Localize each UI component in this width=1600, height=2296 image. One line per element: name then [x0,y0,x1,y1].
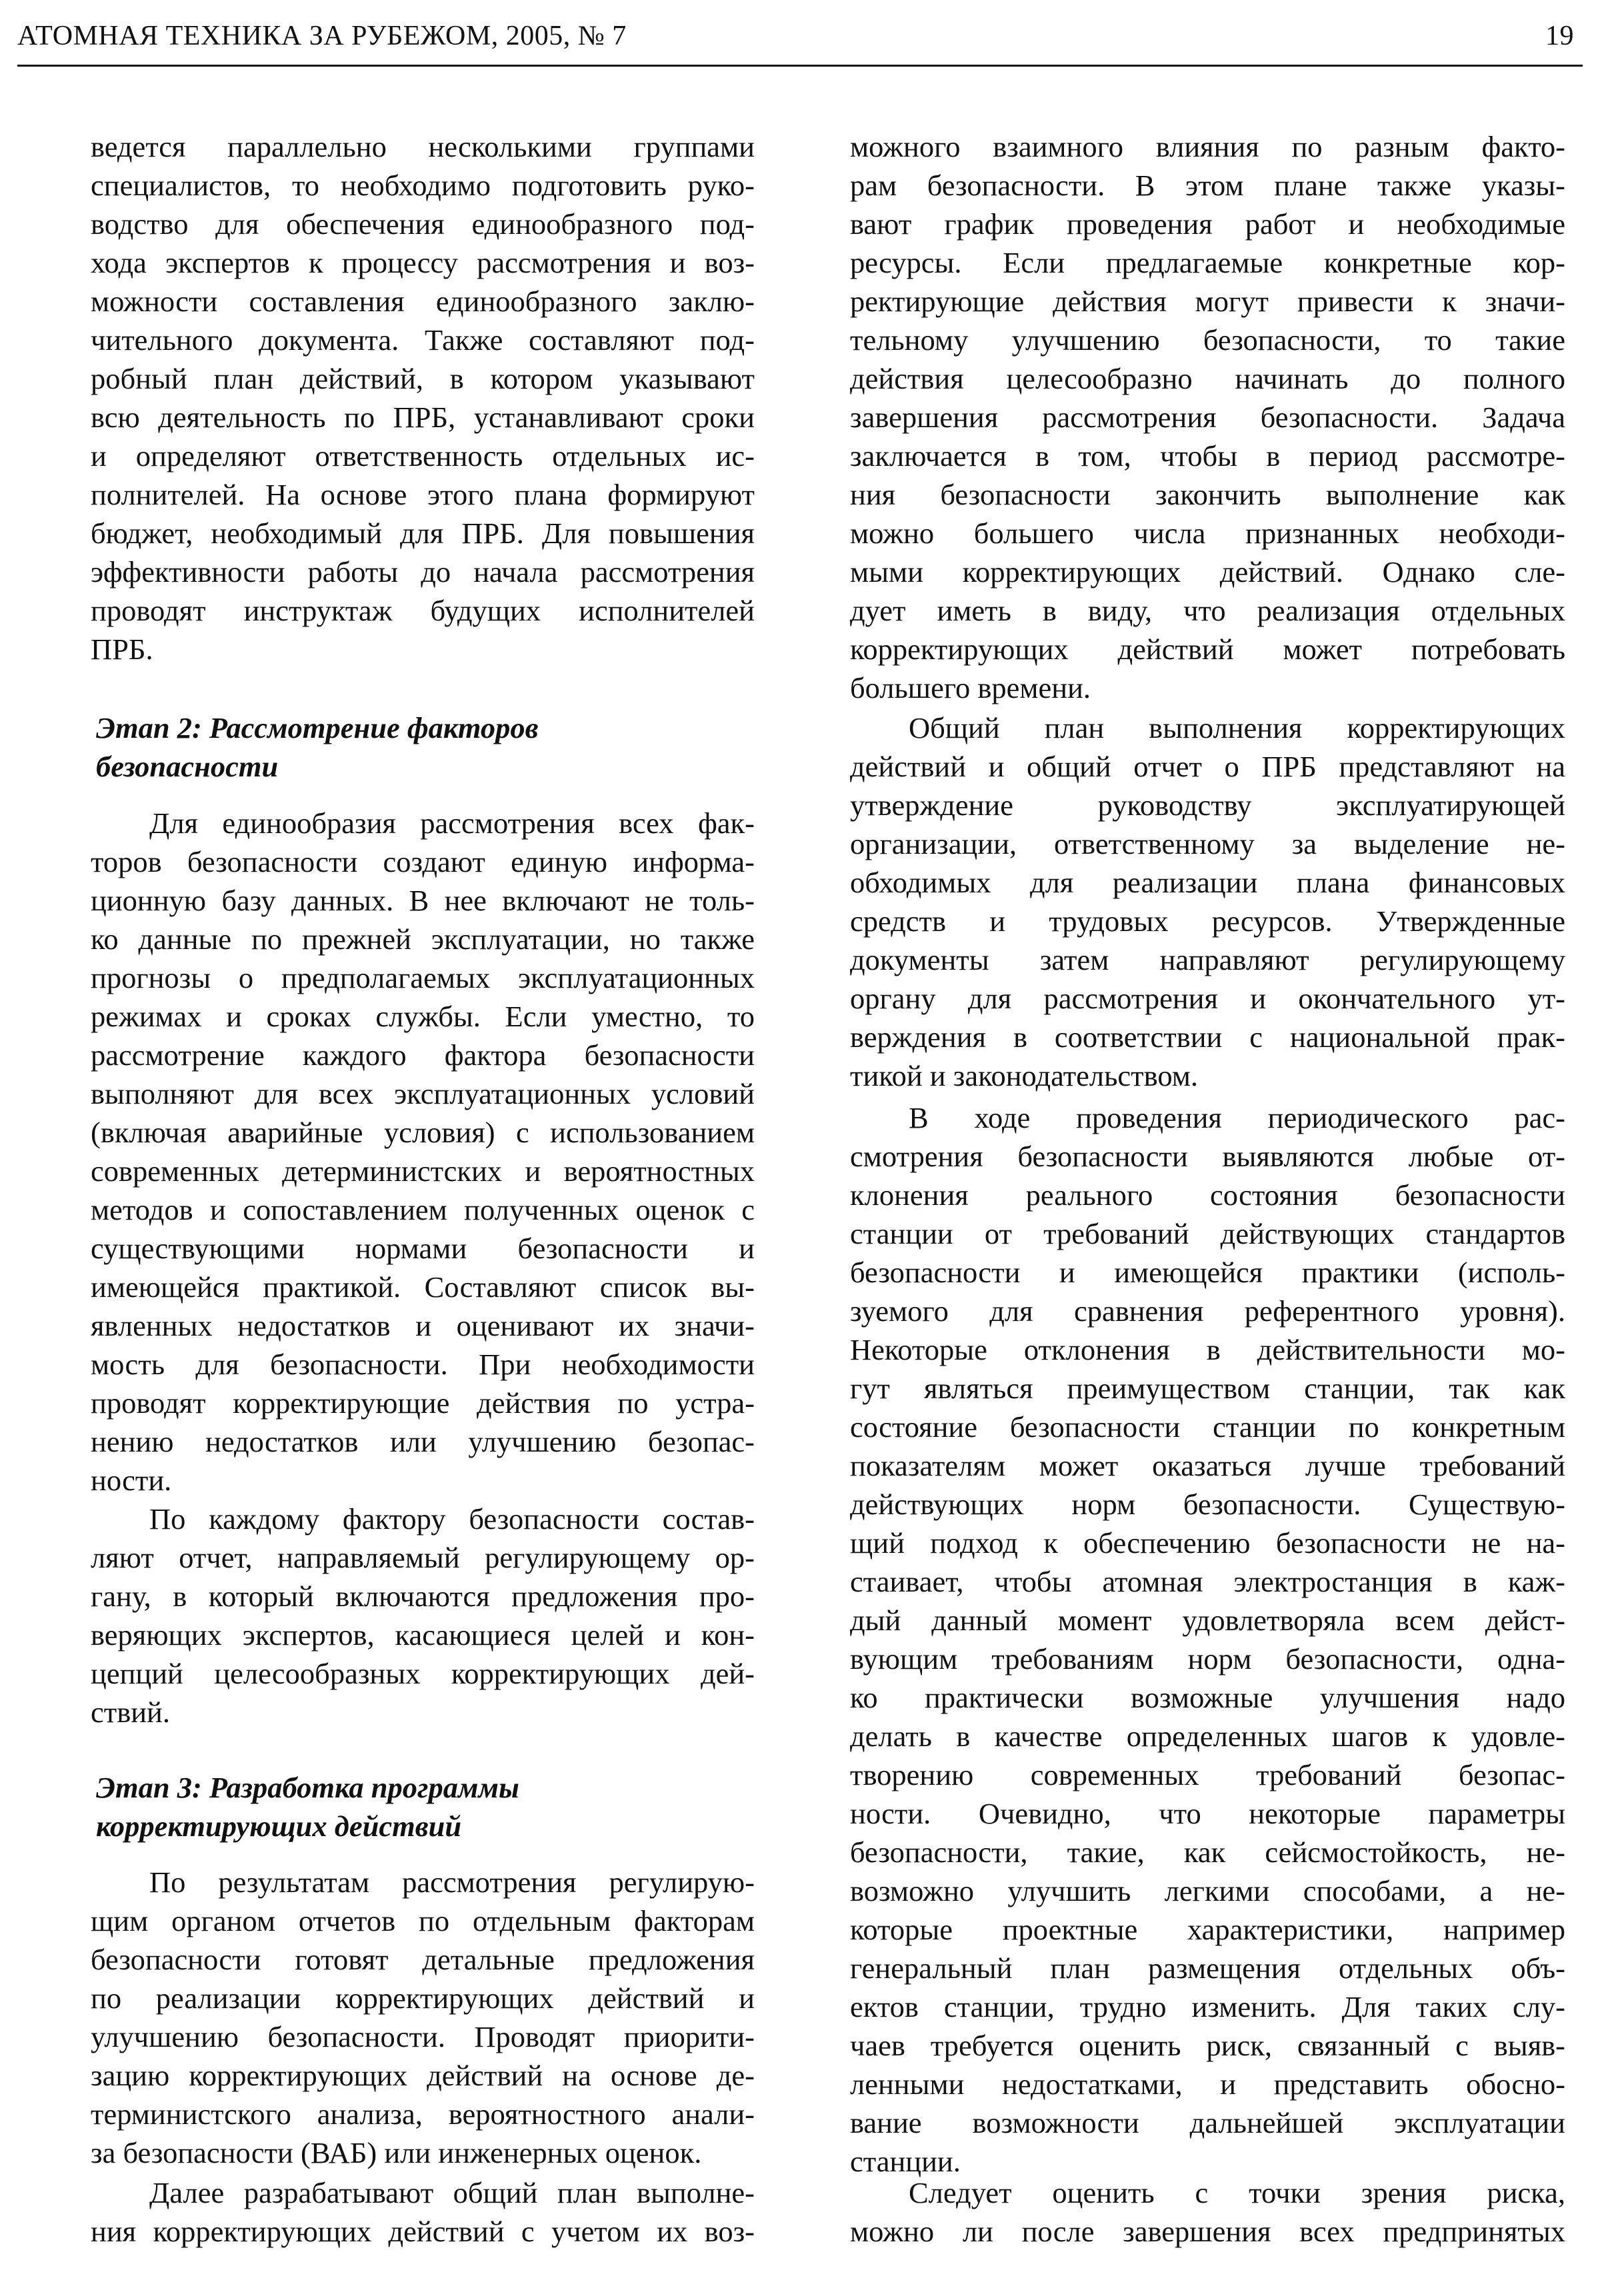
text-line: безопасности готовят детальные предложения [91,1943,755,1976]
text-line: проводят инструктаж будущих исполнителей [91,594,755,627]
text-line: обходимых для реализации плана финансовых [850,866,1565,899]
text-line: безопасности и имеющейся практики (исполь- [850,1256,1565,1289]
running-header-title: АТОМНАЯ ТЕХНИКА ЗА РУБЕЖОМ, 2005, № 7 [17,21,627,51]
paragraph [91,804,755,1500]
text-line: ния безопасности закончить выполнение как [850,478,1565,511]
text-line: вующим требованиям норм безопасности, одна- [850,1642,1565,1676]
text-line: действия целесообразно начинать до полного [850,362,1565,395]
text-line: дый данный момент удовлетворяла всем дейст- [850,1604,1565,1637]
text-line: ствий. [91,1696,170,1729]
text-line: ресурсы. Если предлагаемые конкретные кор- [850,246,1565,279]
text-line: стаивает, чтобы атомная электростанция в каж- [850,1565,1565,1598]
text-line: нению недостатков или улучшению безопас- [91,1425,755,1458]
section-heading-stage-3 [91,1768,755,1845]
text-line: (включая аварийные условия) с использованием [91,1116,755,1149]
text-line: за безопасности (ВАБ) или инженерных оценок. [91,2136,702,2169]
text-line: веряющих экспертов, касающиеся целей и кон- [91,1618,755,1652]
text-line: ности. [91,1464,172,1497]
text-line: организации, ответственному за выделение не- [850,827,1565,860]
heading-line: корректирующих действий [96,1809,462,1843]
paragraph [850,708,1565,1095]
text-line: Далее разрабатывают общий план выполне- [149,2176,755,2209]
text-line: режимах и сроках службы. Если уместно, то [91,1000,755,1033]
text-line: ности. Очевидно, что некоторые параметры [850,1797,1565,1830]
text-line: явленных недостатков и оценивают их значи- [91,1309,755,1342]
text-line: гану, в который включаются предложения про- [91,1580,755,1613]
text-line: по реализации корректирующих действий и [91,1981,755,2015]
text-line: рассмотрение каждого фактора безопасности [91,1038,755,1072]
text-line: выполняют для всех эксплуатационных условий [91,1077,755,1110]
paragraph [91,1863,755,2172]
text-line: Некоторые отклонения в действительности мо- [850,1333,1565,1366]
text-line: терминистского анализа, вероятностного анали- [91,2097,755,2131]
text-line: мыми корректирующих действий. Однако сле- [850,555,1565,588]
text-line: действующих норм безопасности. Существую- [850,1488,1565,1521]
text-line: станции. [850,2145,961,2178]
text-line: верждения в соответствии с национальной прак- [850,1020,1565,1054]
text-line: ПРБ. [91,632,153,666]
text-line: ректирующие действия могут привести к значи- [850,285,1565,318]
paragraph [850,1098,1565,2181]
text-line: методов и сопоставлением полученных оценок с [91,1193,755,1226]
text-line: эффективности работы до начала рассмотрения [91,555,755,588]
text-line: чительного документа. Также составляют под- [91,323,755,357]
text-line: цепций целесообразных корректирующих дей- [91,1657,755,1690]
text-line: мость для безопасности. При необходимости [91,1348,755,1381]
text-line: ведется параллельно несколькими группами [91,130,755,163]
text-line: всю деятельность по ПРБ, устанавливают сроки [91,401,755,434]
text-line: которые проектные характеристики, например [850,1913,1565,1946]
text-line: тикой и законодательством. [850,1059,1199,1092]
text-line: водство для обеспечения единообразного под- [91,207,755,241]
text-line: Следует оценить с точки зрения риска, [909,2176,1565,2209]
text-line: состояние безопасности станции по конкретным [850,1410,1565,1444]
text-line: творению современных требований безопас- [850,1758,1565,1791]
text-line: завершения рассмотрения безопасности. Задача [850,401,1565,434]
paragraph [91,2173,755,2251]
text-line: хода экспертов к процессу рассмотрения и воз- [91,246,755,279]
text-line: смотрения безопасности выявляются любые от- [850,1140,1565,1173]
heading-line: Этап 2: Рассмотрение факторов [96,711,539,744]
paragraph [850,127,1565,707]
text-line: По результатам рассмотрения регулирую- [149,1865,755,1899]
text-line: зацию корректирующих действий на основе де- [91,2059,755,2092]
text-line: прогнозы о предполагаемых эксплуатационных [91,961,755,994]
text-line: гут являться преимуществом станции, так как [850,1372,1565,1405]
text-line: показателям может оказаться лучше требований [850,1449,1565,1482]
text-line: можно ли после завершения всех предпринятых [850,2215,1565,2248]
text-line: тельному улучшению безопасности, то такие [850,323,1565,357]
text-line: ляют отчет, направляемый регулирующему ор- [91,1541,755,1574]
text-line: щий подход к обеспечению безопасности не на- [850,1526,1565,1560]
text-line: существующими нормами безопасности и [91,1232,755,1265]
paragraph [91,1500,755,1731]
text-line: ленными недостатками, и представить обосно- [850,2067,1565,2101]
text-line: можного взаимного влияния по разным факто- [850,130,1565,163]
section-heading-stage-2 [91,708,755,786]
text-line: ния корректирующих действий с учетом их воз- [91,2215,755,2248]
text-line: робный план действий, в котором указывают [91,362,755,395]
text-line: генеральный план размещения отдельных объ- [850,1951,1565,1985]
header-rule [17,65,1583,67]
text-line: действий и общий отчет о ПРБ представляют на [850,750,1565,783]
text-line: корректирующих действий может потребовать [850,632,1565,666]
text-line: можно большего числа признанных необходи- [850,517,1565,550]
text-line: В ходе проведения периодического рас- [909,1101,1565,1134]
text-line: станции от требований действующих стандартов [850,1217,1565,1250]
text-line: заключается в том, чтобы в период рассмотре- [850,439,1565,473]
text-line: Для единообразия рассмотрения всех фак- [149,806,755,840]
text-line: органу для рассмотрения и окончательного ут- [850,982,1565,1015]
heading-line: Этап 3: Разработка программы [96,1771,519,1804]
text-line: безопасности, такие, как сейсмостойкость, не- [850,1835,1565,1869]
text-line: ко практически возможные улучшения надо [850,1681,1565,1714]
text-line: бюджет, необходимый для ПРБ. Для повышения [91,517,755,550]
text-line: имеющейся практикой. Составляют список вы- [91,1270,755,1304]
text-line: специалистов, то необходимо подготовить руко- [91,169,755,202]
text-line: торов безопасности создают единую информа- [91,845,755,878]
page-number: 19 [1545,21,1574,51]
text-line: документы затем направляют регулирующему [850,943,1565,976]
text-line: дует иметь в виду, что реализация отдельных [850,594,1565,627]
text-line: рам безопасности. В этом плане также указы- [850,169,1565,202]
text-line: Общий план выполнения корректирующих [909,711,1565,744]
text-line: и определяют ответственность отдельных ис- [91,439,755,473]
text-line: вают график проведения работ и необходимые [850,207,1565,241]
text-line: ко данные по прежней эксплуатации, но также [91,922,755,956]
text-line: вание возможности дальнейшей эксплуатации [850,2106,1565,2139]
text-line: чаев требуется оценить риск, связанный с выяв- [850,2029,1565,2062]
text-line: современных детерминистских и вероятностных [91,1154,755,1188]
text-line: делать в качестве определенных шагов к удовле- [850,1720,1565,1753]
text-line: большего времени. [850,671,1091,704]
text-line: утверждение руководству эксплуатирующей [850,788,1565,822]
text-line: щим органом отчетов по отдельным факторам [91,1904,755,1937]
text-line: можности составления единообразного заклю- [91,285,755,318]
text-line: проводят корректирующие действия по устра- [91,1386,755,1420]
heading-line: безопасности [96,750,279,783]
text-line: средств и трудовых ресурсов. Утвержденные [850,904,1565,938]
text-line: ционную базу данных. В нее включают не толь- [91,884,755,917]
paragraph [850,2173,1565,2251]
text-line: ектов станции, трудно изменить. Для таких слу- [850,1990,1565,2023]
text-line: По каждому фактору безопасности состав- [149,1502,755,1536]
text-line: клонения реального состояния безопасности [850,1178,1565,1212]
text-line: возможно улучшить легкими способами, а не- [850,1874,1565,1907]
text-line: полнителей. На основе этого плана формируют [91,478,755,511]
text-line: улучшению безопасности. Проводят приорити- [91,2020,755,2053]
paragraph [91,127,755,668]
text-line: зуемого для сравнения референтного уровня). [850,1294,1565,1328]
